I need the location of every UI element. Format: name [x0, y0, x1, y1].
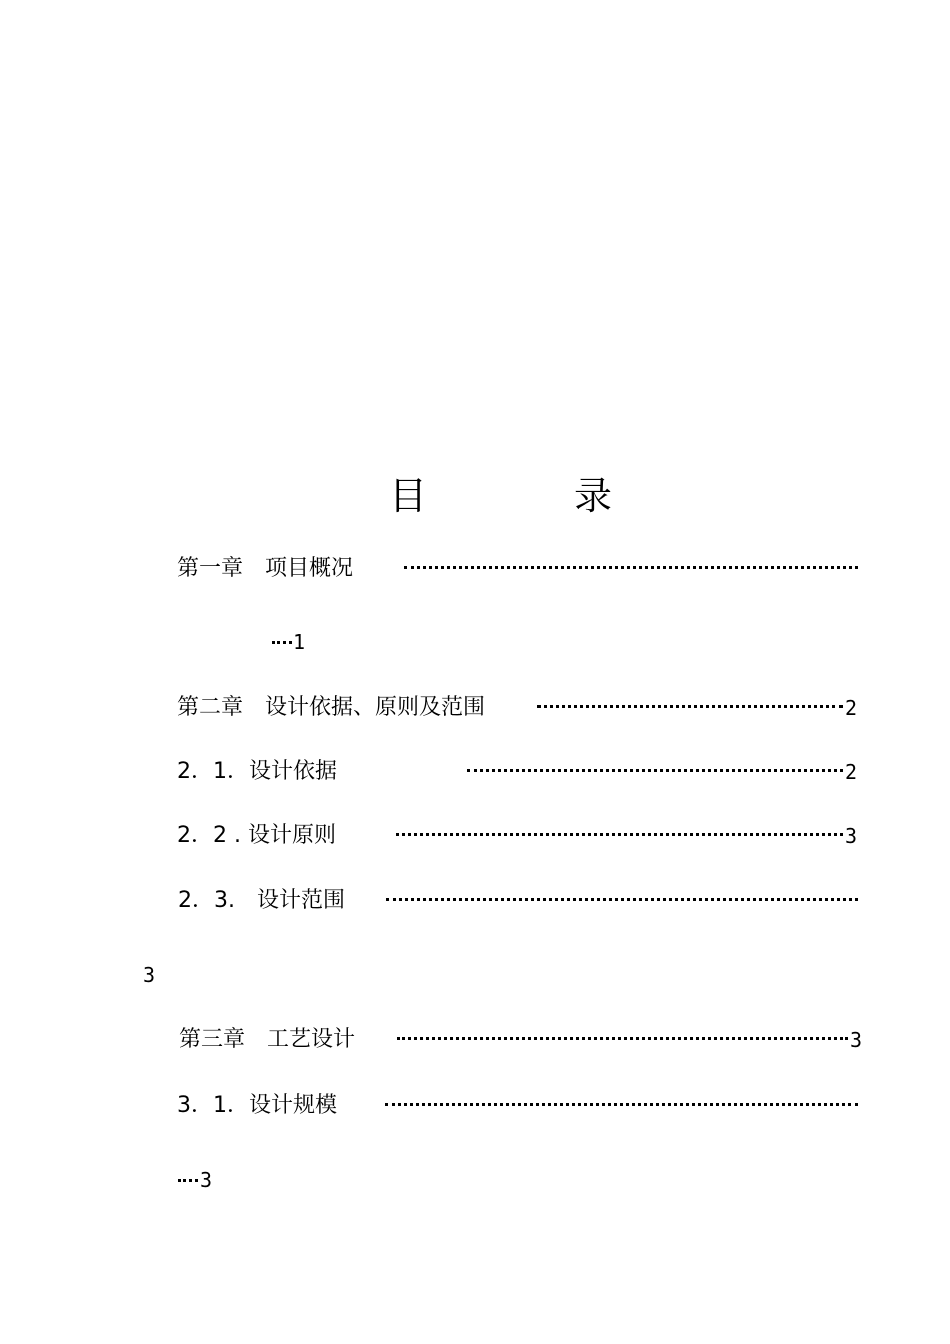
toc-leader-dots	[386, 898, 858, 901]
toc-leader-dots	[404, 566, 858, 569]
toc-entry-page: 3	[845, 824, 858, 848]
toc-leader-dots	[385, 1103, 858, 1106]
toc-entry-page: 2	[845, 760, 858, 784]
toc-entry-label: 第一章 项目概况	[177, 556, 354, 581]
toc-leader-dots	[537, 705, 843, 708]
toc-entry-label: 3．1．设计规模	[177, 1093, 337, 1118]
toc-leader-dots	[467, 769, 843, 772]
toc-entry-page: 3	[850, 1028, 863, 1052]
toc-entry-label: 2．3. 设计范围	[178, 888, 345, 913]
toc-leader-dots	[272, 641, 292, 644]
toc-entry-label: 第三章 工艺设计	[179, 1027, 356, 1052]
toc-title-left: 目	[389, 474, 428, 518]
toc-entry-page: 1	[293, 630, 306, 654]
toc-title-right: 录	[574, 474, 613, 518]
toc-entry-label: 第二章 设计依据、原则及范围	[177, 695, 486, 720]
toc-entry-page: 3	[143, 963, 156, 987]
toc-entry-label: 2．1．设计依据	[177, 759, 337, 784]
toc-leader-dots	[178, 1179, 198, 1182]
toc-entry-label: 2．2 . 设计原则	[177, 823, 336, 848]
toc-leader-dots	[396, 833, 843, 836]
toc-entry-page: 3	[200, 1168, 213, 1192]
toc-leader-dots	[397, 1037, 848, 1040]
toc-entry-page: 2	[845, 696, 858, 720]
